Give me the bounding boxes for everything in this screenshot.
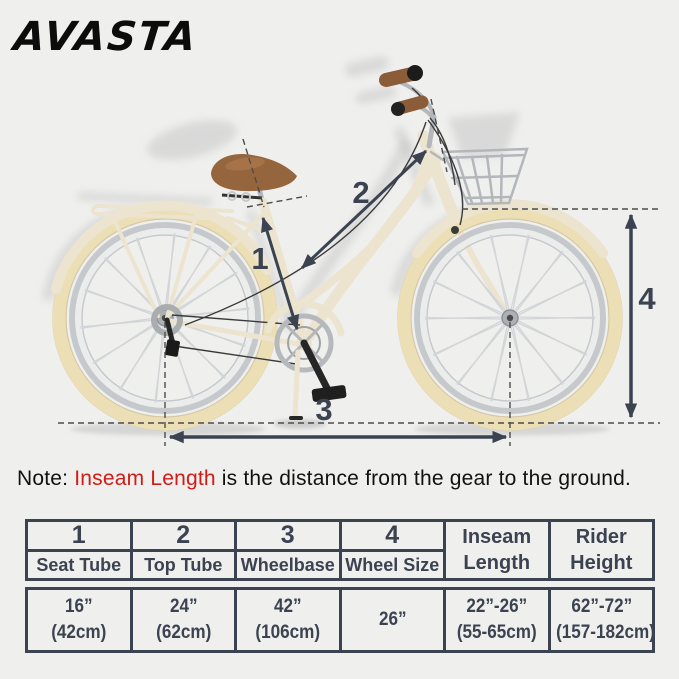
callout-3-wheelbase: 3 (315, 392, 333, 427)
col-4-label: Wheel Size (340, 551, 445, 580)
note-highlight: Inseam Length (74, 467, 216, 490)
seat-tube-value: 16” (42cm) (27, 589, 132, 652)
col-1-label: Seat Tube (27, 551, 132, 580)
kickstand (295, 352, 298, 417)
note-suffix: is the distance from the gear to the ground. (215, 467, 632, 490)
inseam-length-value: 22”-26” (55-65cm) (445, 589, 550, 652)
top-tube-value: 24” (62cm) (131, 589, 236, 652)
callout-2-top-tube: 2 (352, 175, 370, 210)
col-3-number: 3 (236, 521, 341, 551)
rider-height-value: 62”-72” (157-182cm) (549, 589, 654, 652)
wheel-size-value: 26” (340, 589, 445, 652)
spec-table-header (25, 519, 655, 581)
brand-logo: AVASTA (11, 14, 200, 60)
saddle (211, 154, 297, 201)
col-rider-header: Rider Height (549, 521, 654, 580)
col-4-number: 4 (340, 521, 445, 551)
spec-table-values (25, 587, 655, 653)
note-text (17, 467, 667, 491)
front-brake (451, 226, 459, 234)
col-1-number: 1 (27, 521, 132, 551)
col-inseam-header: Inseam Length (445, 521, 550, 580)
col-3-label: Wheelbase (236, 551, 341, 580)
wheelbase-value: 42” (106cm) (236, 589, 341, 652)
col-2-label: Top Tube (131, 551, 236, 580)
note-prefix: Note: (17, 467, 75, 490)
col-2-number: 2 (131, 521, 236, 551)
callout-1-seat-tube: 1 (251, 241, 269, 276)
callout-4-wheel-size: 4 (638, 281, 656, 316)
